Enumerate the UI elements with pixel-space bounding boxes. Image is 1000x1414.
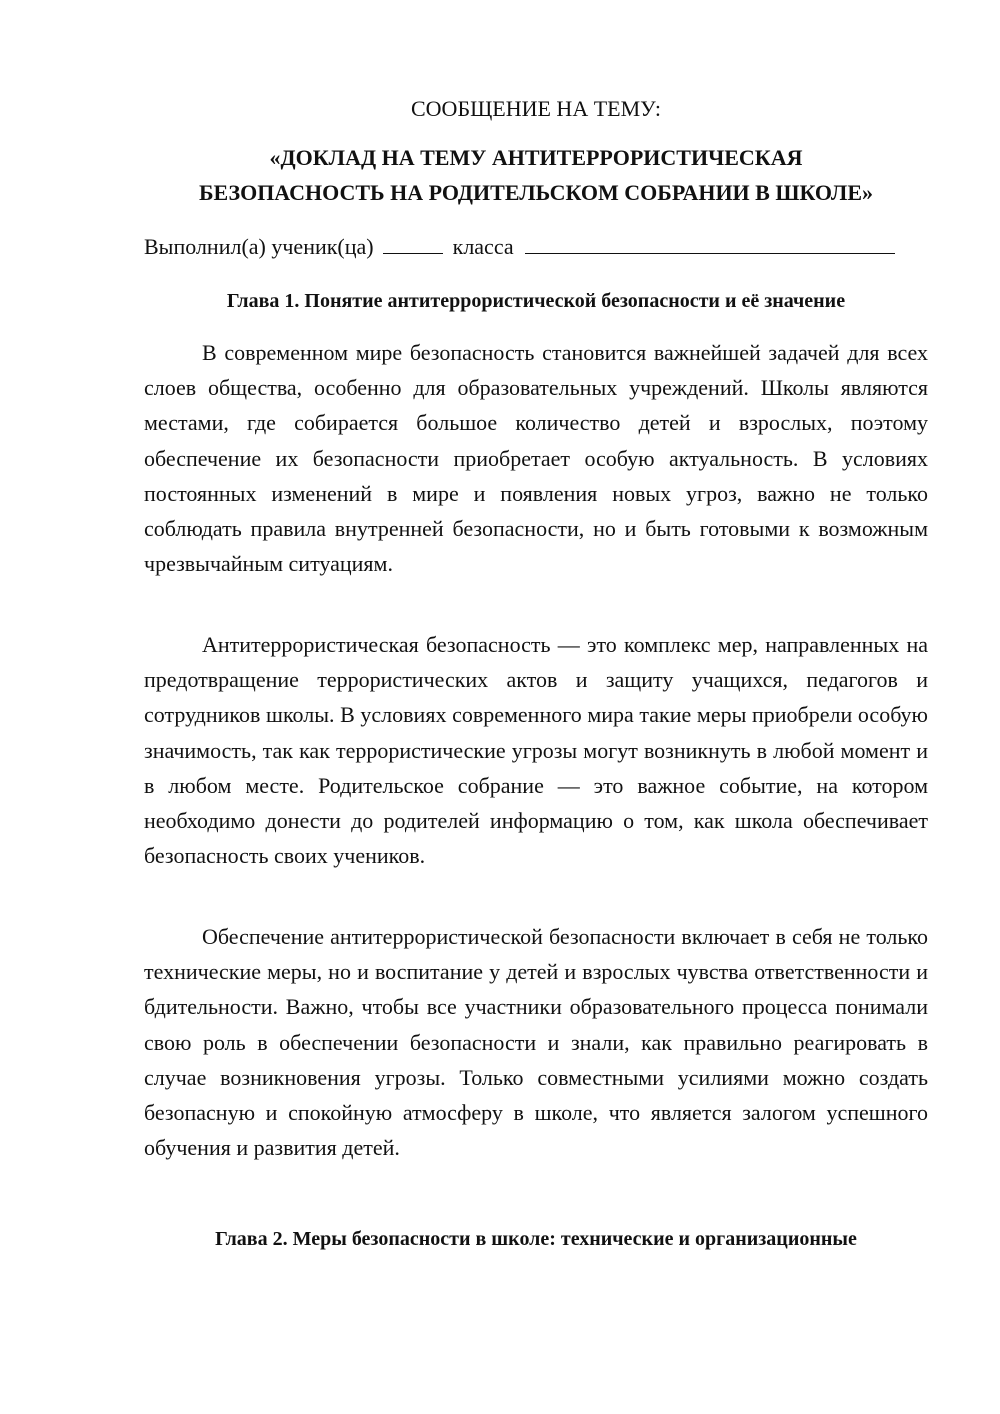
class-label: класса <box>452 234 514 259</box>
chapter-1-paragraph-1: В современном мире безопасность становится важнейшей задачей для всех слоев общества, особенно для образовательных учреждений. Школы являются местами, где собирается большое количество детей и взрослых, поэтому обеспечение их безопасности приобретает особую актуальность. В условиях постоянных изменений в мире и появления новых угроз, важно не только соблюдать правила внутренней безопасности, но и быть готовыми к возможным чрезвычайным ситуациям. <box>144 340 928 577</box>
class-blank <box>383 233 443 254</box>
document-intro: СООБЩЕНИЕ НА ТЕМУ: <box>411 96 661 121</box>
chapter-2-heading: Глава 2. Меры безопасности в школе: технические и организационные <box>215 1228 857 1250</box>
document-title-line-1: «ДОКЛАД НА ТЕМУ АНТИТЕРРОРИСТИЧЕСКАЯ <box>269 145 803 170</box>
name-blank <box>525 233 895 254</box>
document-title-line-2: БЕЗОПАСНОСТЬ НА РОДИТЕЛЬСКОМ СОБРАНИИ В ШКОЛЕ» <box>198 180 873 205</box>
author-label: Выполнил(а) ученик(ца) <box>144 234 374 259</box>
chapter-1-paragraph-3: Обеспечение антитеррористической безопасности включает в себя не только технические меры, но и воспитание у детей и взрослых чувства ответственности и бдительности. Важно, чтобы все участники образовательного процесса понимали свою роль в обеспечении безопасности и знали, как правильно реагировать в случае возникновения угрозы. Только совместными усилиями можно создать безопасную и спокойную атмосферу в школе, что является залогом успешного обучения и развития детей. <box>144 924 928 1161</box>
author-line <box>144 230 928 264</box>
document-title <box>144 140 928 210</box>
chapter-1-paragraph-2: Антитеррористическая безопасность — это комплекс мер, направленных на предотвращение террористических актов и защиту учащихся, педагогов и сотрудников школы. В условиях современного мира такие меры приобрели особую значимость, так как террористические угрозы могут возникнуть в любой момент и в любом месте. Родительское собрание — это важное событие, на котором необходимо донести до родителей информацию о том, как школа обеспечивает безопасность своих учеников. <box>144 632 928 869</box>
chapter-1-heading: Глава 1. Понятие антитеррористической безопасности и её значение <box>226 290 846 312</box>
